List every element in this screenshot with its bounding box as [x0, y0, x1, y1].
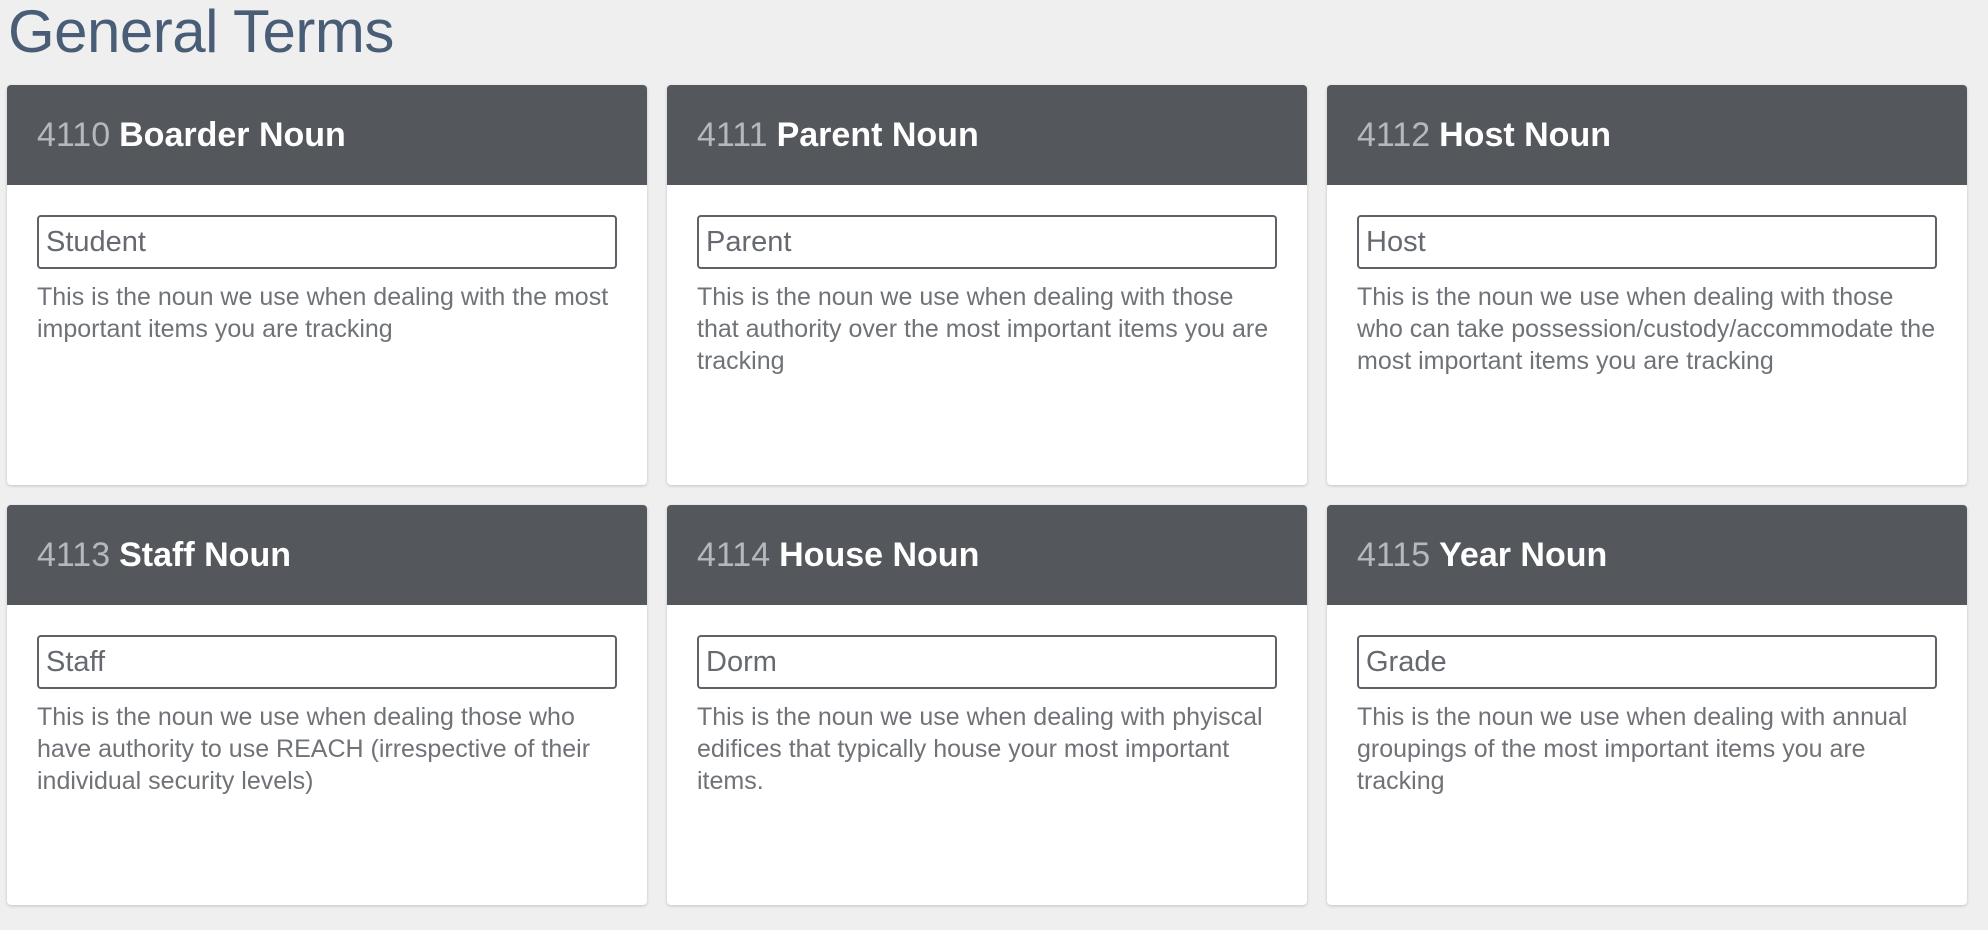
card-description: This is the noun we use when dealing with annual groupings of the most important items you are tracking: [1357, 703, 1908, 795]
card-header: [667, 85, 1307, 185]
card-header: [1327, 85, 1967, 185]
card-header: [7, 85, 647, 185]
term-card-house-noun: [667, 505, 1307, 905]
card-number: 4115: [1357, 535, 1431, 574]
card-number: 4114: [697, 535, 771, 574]
card-description: This is the noun we use when dealing with phyiscal edifices that typically house your most important items.: [697, 703, 1263, 795]
card-title: [37, 116, 346, 155]
page-title: General Terms: [8, 0, 394, 65]
card-description: This is the noun we use when dealing with those that authority over the most important items you are tracking: [697, 283, 1269, 375]
card-title-text: Boarder Noun: [119, 115, 346, 154]
term-card-host-noun: [1327, 85, 1967, 485]
card-body: [667, 185, 1307, 377]
host-noun-input[interactable]: [1357, 215, 1937, 269]
year-noun-input[interactable]: [1357, 635, 1937, 689]
card-header: [667, 505, 1307, 605]
card-header: [7, 505, 647, 605]
card-title-text: Parent Noun: [776, 115, 979, 154]
card-body: [1327, 185, 1967, 377]
card-description: This is the noun we use when dealing those who have authority to use REACH (irrespective of their individual security levels): [37, 703, 591, 795]
card-description: This is the noun we use when dealing with the most important items you are tracking: [37, 283, 609, 343]
card-body: [7, 185, 647, 345]
term-card-parent-noun: [667, 85, 1307, 485]
card-title: [697, 536, 979, 575]
card-title: [1357, 536, 1607, 575]
card-description: This is the noun we use when dealing with those who can take possession/custody/accommodate the most important items you are tracking: [1357, 283, 1936, 375]
card-number: 4113: [37, 535, 111, 574]
card-title: [1357, 116, 1611, 155]
card-number: 4112: [1357, 115, 1431, 154]
card-number: 4110: [37, 115, 111, 154]
card-title-text: Host Noun: [1439, 115, 1611, 154]
term-card-staff-noun: [7, 505, 647, 905]
card-title: [37, 536, 291, 575]
card-title: [697, 116, 979, 155]
card-body: [667, 605, 1307, 797]
terms-grid: [7, 85, 1967, 905]
card-body: [1327, 605, 1967, 797]
card-header: [1327, 505, 1967, 605]
house-noun-input[interactable]: [697, 635, 1277, 689]
card-title-text: House Noun: [779, 535, 980, 574]
boarder-noun-input[interactable]: [37, 215, 617, 269]
card-title-text: Staff Noun: [119, 535, 291, 574]
card-body: [7, 605, 647, 797]
term-card-boarder-noun: [7, 85, 647, 485]
staff-noun-input[interactable]: [37, 635, 617, 689]
card-number: 4111: [697, 115, 768, 154]
term-card-year-noun: [1327, 505, 1967, 905]
parent-noun-input[interactable]: [697, 215, 1277, 269]
card-title-text: Year Noun: [1439, 535, 1608, 574]
